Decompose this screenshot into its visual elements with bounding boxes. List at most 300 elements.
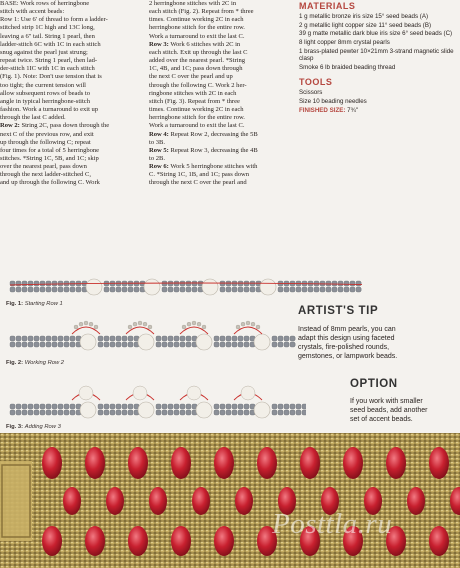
seed-bead <box>122 342 127 347</box>
red-drop-top <box>257 447 277 479</box>
seed-bead <box>156 410 161 415</box>
fig3-caption <box>6 424 61 430</box>
b-bead <box>79 322 83 326</box>
tool-item: Scissors <box>299 89 323 97</box>
seed-bead <box>122 404 127 409</box>
seed-bead <box>272 342 277 347</box>
materials-heading: MATERIALS <box>299 1 356 11</box>
col2-line: each stitch (Fig. 2). Repeat from * three <box>149 8 254 16</box>
seed-bead <box>290 342 295 347</box>
seed-bead <box>226 287 231 292</box>
red-drop-middle <box>192 487 210 515</box>
col1-line: repeat twice. String 1 pearl, then lad- <box>0 57 98 65</box>
fig2-bead-row <box>10 321 296 350</box>
row2-first-line <box>0 122 146 130</box>
fig2-caption <box>6 360 64 366</box>
col2-line: through the next C over the pearl and <box>149 179 247 187</box>
fig1-title: Starting Row 1 <box>24 301 63 307</box>
pearl-bead <box>260 279 276 295</box>
seed-bead <box>244 342 249 347</box>
row5-text: Repeat Row 3, decreasing the 4B <box>168 146 258 154</box>
seed-bead <box>232 404 237 409</box>
seed-bead <box>162 287 167 292</box>
seed-bead <box>40 287 45 292</box>
seed-bead <box>122 410 127 415</box>
b-bead <box>241 322 245 326</box>
seed-bead <box>226 410 231 415</box>
pearl-bead <box>254 402 270 418</box>
red-drop-middle <box>235 487 253 515</box>
row3-label: Row 3: <box>149 40 169 48</box>
row2-text: String 2C, pass down through the <box>19 122 110 130</box>
seed-bead <box>232 342 237 347</box>
seed-bead <box>168 336 173 341</box>
tool-item: Size 10 beading needles <box>299 98 367 106</box>
seed-bead <box>58 342 63 347</box>
seed-bead <box>104 404 109 409</box>
seed-bead <box>28 404 33 409</box>
seed-bead <box>58 287 63 292</box>
seed-bead <box>70 410 75 415</box>
seed-bead <box>110 336 115 341</box>
seed-bead <box>52 404 57 409</box>
seed-bead <box>52 287 57 292</box>
b-bead <box>143 322 147 326</box>
seed-bead <box>344 281 349 286</box>
seed-bead <box>162 336 167 341</box>
seed-bead <box>64 336 69 341</box>
red-drop-top <box>42 447 62 479</box>
seed-bead <box>10 404 15 409</box>
seed-bead <box>214 404 219 409</box>
seed-bead <box>34 410 39 415</box>
col2-line: herringbone stitch for the entire row. <box>149 114 245 122</box>
seed-bead <box>98 336 103 341</box>
instructions-column-1 <box>0 0 146 188</box>
pearl-bead <box>254 334 270 350</box>
seed-bead <box>162 404 167 409</box>
seed-bead <box>302 287 307 292</box>
material-item: 39 g matte metallic dark blue iris size 6° seed beads (C) <box>299 30 453 38</box>
red-drop-middle <box>149 487 167 515</box>
b-bead <box>94 325 98 329</box>
row5-first-line <box>149 147 290 155</box>
seed-bead <box>326 281 331 286</box>
seed-bead <box>116 287 121 292</box>
col1-line: Row 1: Use 6' of thread to form a ladder- <box>0 16 108 24</box>
col2-line: C. *String 1C, 1B, and 1C; pass down <box>149 171 250 179</box>
pearl-bead <box>133 386 147 400</box>
b-bead <box>187 322 191 326</box>
fig3-title: Adding Row 3 <box>24 424 61 430</box>
seed-bead <box>116 404 121 409</box>
fig2-number: Fig. 2: <box>6 360 24 366</box>
row6-label: Row 6: <box>149 163 169 171</box>
seed-bead <box>76 287 81 292</box>
option-body <box>350 397 427 424</box>
red-drop-top <box>429 447 449 479</box>
fig2-title: Working Row 2 <box>24 360 65 366</box>
row6-text: Work 5 herringbone stitches with <box>168 163 258 171</box>
seed-bead <box>290 404 295 409</box>
b-bead <box>202 325 206 329</box>
seed-bead <box>180 410 185 415</box>
seed-bead <box>156 342 161 347</box>
seed-bead <box>58 410 63 415</box>
seed-bead <box>168 342 173 347</box>
row3-text: Work 6 stitches with 2C in <box>168 40 241 48</box>
seed-bead <box>180 281 185 286</box>
col2-line: the next C over the pearl and up <box>149 73 233 81</box>
seed-bead <box>220 342 225 347</box>
bracelet-photo <box>0 433 460 568</box>
seed-bead <box>180 336 185 341</box>
seed-bead <box>52 336 57 341</box>
fig1-number: Fig. 1: <box>6 301 24 307</box>
seed-bead <box>214 342 219 347</box>
row2-label: Row 2: <box>0 122 20 130</box>
seed-bead <box>40 410 45 415</box>
seed-bead <box>64 410 69 415</box>
seed-bead <box>16 336 21 341</box>
seed-bead <box>168 404 173 409</box>
seed-bead <box>192 281 197 286</box>
seed-bead <box>290 410 295 415</box>
col2-line: added over the nearest pearl. *String <box>149 57 245 65</box>
row3-first-line <box>149 41 290 49</box>
seed-bead <box>110 404 115 409</box>
fig1-diagram <box>6 271 362 305</box>
seed-bead <box>174 342 179 347</box>
seed-bead <box>52 410 57 415</box>
seed-bead <box>98 410 103 415</box>
col1-line: snug against the pearl just strung; <box>0 48 88 56</box>
col1-line: angle in typical herringbone-stitch <box>0 97 90 105</box>
seed-bead <box>168 281 173 286</box>
seed-bead <box>296 404 301 409</box>
seed-bead <box>290 336 295 341</box>
material-item: Smoke 6 lb braided beading thread <box>299 63 396 71</box>
seed-bead <box>350 287 355 292</box>
seed-bead <box>162 410 167 415</box>
seed-bead <box>244 336 249 341</box>
seed-bead <box>34 404 39 409</box>
b-bead <box>236 325 240 329</box>
b-bead <box>89 322 93 326</box>
seed-bead <box>290 287 295 292</box>
material-item: 1 g metallic bronze iris size 15° seed beads (A) <box>299 13 429 21</box>
b-bead <box>133 322 137 326</box>
seed-bead <box>46 342 51 347</box>
seed-bead <box>162 281 167 286</box>
seed-bead <box>296 287 301 292</box>
pearl-bead <box>80 402 96 418</box>
seed-bead <box>326 287 331 292</box>
col1-line: through the last C added. <box>0 114 66 122</box>
seed-bead <box>128 287 133 292</box>
seed-bead <box>10 342 15 347</box>
seed-bead <box>180 404 185 409</box>
seed-bead <box>174 281 179 286</box>
seed-bead <box>46 336 51 341</box>
seed-bead <box>46 404 51 409</box>
seed-bead <box>128 336 133 341</box>
seed-bead <box>156 336 161 341</box>
seed-bead <box>302 410 306 415</box>
b-bead <box>138 321 142 325</box>
row4-label: Row 4: <box>149 130 169 138</box>
seed-bead <box>28 281 33 286</box>
seed-bead <box>186 342 191 347</box>
col2-line: to 2B. <box>149 154 166 162</box>
col2-line: to 3B. <box>149 138 166 146</box>
seed-bead <box>10 336 15 341</box>
red-drop-middle <box>106 487 124 515</box>
seed-bead <box>58 281 63 286</box>
artists-tip-body <box>298 325 397 361</box>
option-line: If you work with smaller <box>350 398 423 405</box>
row6-first-line <box>149 163 290 171</box>
materials-column <box>299 0 454 115</box>
col2-line: ringbone stitches with 2C in each <box>149 89 237 97</box>
seed-bead <box>16 342 21 347</box>
seed-bead <box>232 410 237 415</box>
fig2-diagram <box>6 318 296 358</box>
seed-bead <box>232 287 237 292</box>
b-bead <box>74 325 78 329</box>
seed-bead <box>180 342 185 347</box>
seed-bead <box>244 287 249 292</box>
seed-bead <box>16 287 21 292</box>
seed-bead <box>22 410 27 415</box>
red-drop-bottom <box>171 526 191 556</box>
fig3-bead-row <box>10 386 306 418</box>
col1-line: allow subsequent rows of beads to <box>0 89 91 97</box>
seed-bead <box>168 410 173 415</box>
seed-bead <box>70 342 75 347</box>
finished-size-label: FINISHED SIZE: <box>299 106 346 114</box>
pearl-bead <box>80 334 96 350</box>
col2-line: Work a turnaround to exit the last C. <box>149 122 245 130</box>
tip-line: gemstones, or lampwork beads. <box>298 353 398 361</box>
seed-bead <box>46 287 51 292</box>
option-heading: OPTION <box>350 378 398 390</box>
seed-bead <box>128 404 133 409</box>
seed-bead <box>52 342 57 347</box>
seed-bead <box>34 287 39 292</box>
option-line: seed beads, add another <box>350 407 428 415</box>
tip-line: Instead of 8mm pearls, you can <box>298 326 396 333</box>
seed-bead <box>168 287 173 292</box>
clasp <box>0 461 32 541</box>
seed-bead <box>226 342 231 347</box>
col1-line: fashion. Work a turnaround to exit up <box>0 106 99 114</box>
b-bead <box>84 321 88 325</box>
seed-bead <box>128 342 133 347</box>
seed-bead <box>70 404 75 409</box>
seed-bead <box>58 336 63 341</box>
seed-bead <box>116 342 121 347</box>
red-drop-middle <box>63 487 81 515</box>
col1-line: stitches. *String 1C, 5B, and 1C; skip <box>0 154 99 162</box>
seed-bead <box>238 336 243 341</box>
col1-line: through the next ladder-stitched C, <box>0 171 91 179</box>
b-bead <box>128 325 132 329</box>
row5-label: Row 5: <box>149 146 169 154</box>
seed-bead <box>186 404 191 409</box>
col1-line: four times for a total of 5 herringbone <box>0 146 100 154</box>
seed-bead <box>34 342 39 347</box>
seed-bead <box>28 336 33 341</box>
seed-bead <box>244 404 249 409</box>
seed-bead <box>40 342 45 347</box>
fig3-number: Fig. 3: <box>6 424 24 430</box>
col1-line: up through the following C; repeat <box>0 138 91 146</box>
seed-bead <box>296 410 301 415</box>
red-drop-middle <box>407 487 425 515</box>
seed-bead <box>284 404 289 409</box>
b-bead <box>192 321 196 325</box>
col2-line: herringbone stitch for the entire row. <box>149 24 245 32</box>
col2-line: times. Continue working 2C in each <box>149 16 244 24</box>
seed-bead <box>64 342 69 347</box>
material-item: 8 light copper 8mm crystal pearls <box>299 38 390 46</box>
seed-bead <box>238 287 243 292</box>
seed-bead <box>338 287 343 292</box>
seed-bead <box>10 287 15 292</box>
seed-bead <box>110 342 115 347</box>
seed-bead <box>70 336 75 341</box>
seed-bead <box>186 287 191 292</box>
b-bead <box>256 325 260 329</box>
fig1-bead-row <box>10 279 362 295</box>
seed-bead <box>314 287 319 292</box>
pearl-bead <box>196 402 212 418</box>
seed-bead <box>350 281 355 286</box>
seed-bead <box>174 336 179 341</box>
seed-bead <box>356 287 361 292</box>
seed-bead <box>238 410 243 415</box>
seed-bead <box>232 336 237 341</box>
red-drop-bottom <box>85 526 105 556</box>
tools-heading: TOOLS <box>299 77 333 88</box>
red-drop-top <box>85 447 105 479</box>
red-drop-top <box>343 447 363 479</box>
red-drop-top <box>128 447 148 479</box>
seed-bead <box>226 336 231 341</box>
seed-bead <box>278 342 283 347</box>
red-drop-top <box>214 447 234 479</box>
pearl-bead <box>86 279 102 295</box>
seed-bead <box>34 281 39 286</box>
seed-bead <box>104 410 109 415</box>
finished-size-value: 7¾" <box>347 106 358 114</box>
col2-line: times. Continue working 2C in each <box>149 106 244 114</box>
seed-bead <box>284 336 289 341</box>
red-drop-bottom <box>128 526 148 556</box>
seed-bead <box>28 410 33 415</box>
seed-bead <box>238 404 243 409</box>
seed-bead <box>192 287 197 292</box>
seed-bead <box>356 281 361 286</box>
seed-bead <box>58 404 63 409</box>
seed-bead <box>104 336 109 341</box>
seed-bead <box>104 342 109 347</box>
seed-bead <box>46 281 51 286</box>
seed-bead <box>332 287 337 292</box>
seed-bead <box>52 281 57 286</box>
col1-line: next C of the previous row, and exit <box>0 130 94 138</box>
material-item: 2 g metallic light copper size 11° seed beads (B) <box>299 21 432 29</box>
seed-bead <box>238 342 243 347</box>
material-item: 1 brass-plated pewter 10×21mm 3-strand magnetic slide clasp <box>299 47 454 63</box>
seed-bead <box>272 336 277 341</box>
row4-first-line <box>149 131 290 139</box>
col2-line: stitch (Fig. 3). Repeat from * three <box>149 97 240 105</box>
seed-bead <box>116 410 121 415</box>
seed-bead <box>284 342 289 347</box>
seed-bead <box>98 342 103 347</box>
seed-bead <box>278 410 283 415</box>
red-drop-bottom <box>429 526 449 556</box>
seed-bead <box>174 287 179 292</box>
seed-bead <box>278 287 283 292</box>
seed-bead <box>220 336 225 341</box>
col2-line: 2 herringbone stitches with 2C in <box>149 0 237 7</box>
seed-bead <box>226 404 231 409</box>
seed-bead <box>116 336 121 341</box>
seed-bead <box>134 287 139 292</box>
seed-bead <box>110 410 115 415</box>
seed-bead <box>344 287 349 292</box>
tip-line: crystals, fire-polished rounds, <box>298 344 390 352</box>
col1-line: and up through the following C. Work <box>0 179 100 187</box>
fig1-caption <box>6 301 63 307</box>
finished-size <box>299 107 454 115</box>
seed-bead <box>250 287 255 292</box>
seed-bead <box>186 410 191 415</box>
seed-bead <box>122 287 127 292</box>
seed-bead <box>122 336 127 341</box>
seed-bead <box>128 410 133 415</box>
col1-line: too tight; the current tension will <box>0 81 87 89</box>
seed-bead <box>22 404 27 409</box>
pearl-bead <box>202 279 218 295</box>
col1-line: BASE: Work rows of herringbone <box>0 0 90 7</box>
seed-bead <box>16 404 21 409</box>
row4-text: Repeat Row 2, decreasing the 5B <box>168 130 258 138</box>
col1-line: (Fig. 1). Note: Don't use tension that is <box>0 73 102 81</box>
col2-line: each stitch. Exit up through the last C <box>149 48 248 56</box>
seed-bead <box>22 287 27 292</box>
seed-bead <box>278 336 283 341</box>
seed-bead <box>186 336 191 341</box>
seed-bead <box>332 281 337 286</box>
seed-bead <box>174 404 179 409</box>
col1-line: stitch with accent beads: <box>0 8 65 16</box>
col2-line: 1C, 4B, and 1C; pass down through <box>149 65 243 73</box>
red-drop-top <box>171 447 191 479</box>
seed-bead <box>220 410 225 415</box>
seed-bead <box>28 342 33 347</box>
pearl-bead <box>144 279 160 295</box>
pearl-bead <box>138 334 154 350</box>
seed-bead <box>338 281 343 286</box>
seed-bead <box>162 342 167 347</box>
pearl-bead <box>138 402 154 418</box>
seed-bead <box>214 336 219 341</box>
b-bead <box>251 322 255 326</box>
